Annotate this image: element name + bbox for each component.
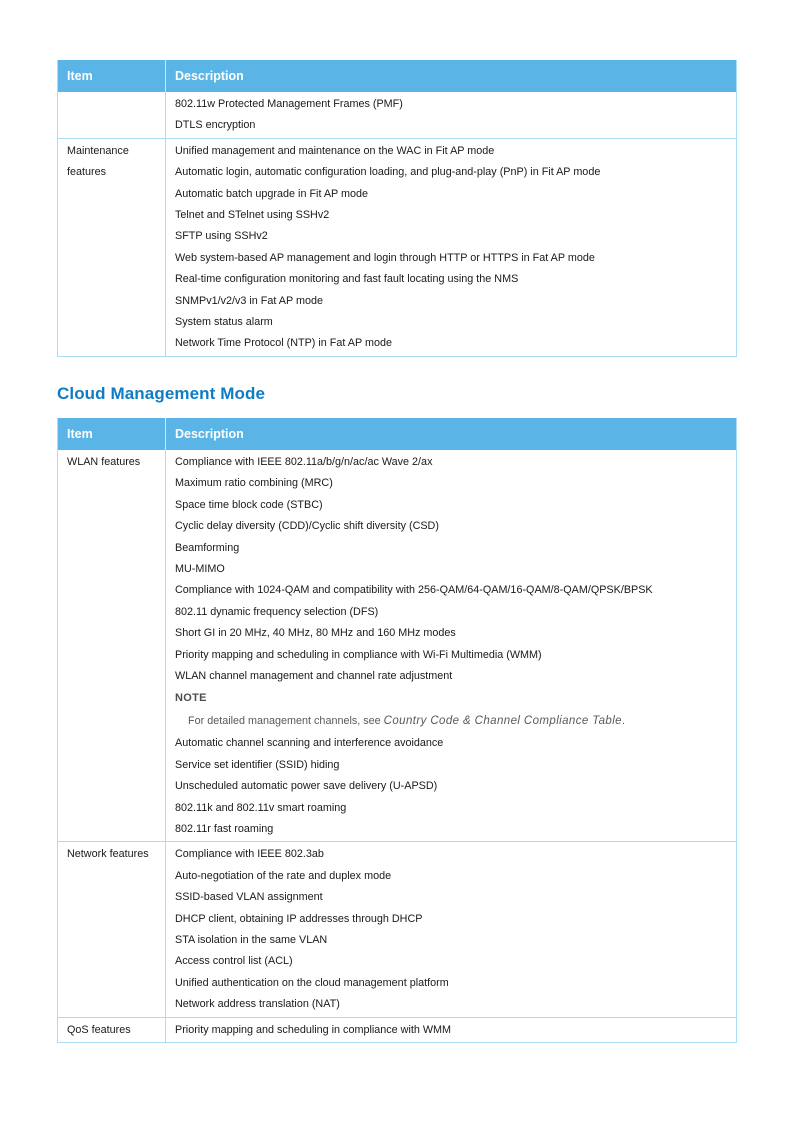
feature-line: Access control list (ACL) xyxy=(175,955,293,968)
item-cell: WLAN features xyxy=(58,450,166,842)
feature-line: Web system-based AP management and login through HTTP or HTTPS in Fat AP mode xyxy=(175,251,595,264)
feature-line: Beamforming xyxy=(175,541,240,554)
feature-line: Automatic login, automatic configuration loading, and plug-and-play (PnP) in Fit AP mode xyxy=(175,166,601,179)
feature-line: SNMPv1/v2/v3 in Fat AP mode xyxy=(175,294,324,307)
feature-line: Maximum ratio combining (MRC) xyxy=(175,477,333,490)
table-row xyxy=(58,1017,736,1042)
feature-line: 802.11 dynamic frequency selection (DFS) xyxy=(175,605,379,618)
table-header-row xyxy=(58,418,736,450)
description-cell xyxy=(166,1018,736,1042)
feature-line: Auto-negotiation of the rate and duplex mode xyxy=(175,869,392,882)
feature-line: System status alarm xyxy=(175,316,273,329)
feature-line: Priority mapping and scheduling in compliance with WMM xyxy=(175,1023,452,1036)
feature-line: SFTP using SSHv2 xyxy=(175,230,268,243)
feature-line: MU-MIMO xyxy=(175,562,225,575)
feature-line: DTLS encryption xyxy=(175,119,256,132)
feature-line: SSID-based VLAN assignment xyxy=(175,891,323,904)
table-row xyxy=(58,92,736,138)
feature-line: 802.11k and 802.11v smart roaming xyxy=(175,801,347,814)
item-cell: Maintenance features xyxy=(58,139,166,356)
feature-line: Unified authentication on the cloud management platform xyxy=(175,976,449,989)
feature-line: Network address translation (NAT) xyxy=(175,998,340,1011)
feature-line: Automatic channel scanning and interference avoidance xyxy=(175,737,444,750)
feature-line: 802.11r fast roaming xyxy=(175,822,274,835)
item-column-header: Item xyxy=(58,60,166,92)
description-cell xyxy=(166,92,736,138)
cloud-management-mode-table xyxy=(57,418,737,1043)
cross-reference: Country Code & Channel Compliance Table xyxy=(383,715,622,728)
feature-line: DHCP client, obtaining IP addresses through DHCP xyxy=(175,912,423,925)
maintenance-features-table xyxy=(57,60,737,357)
item-cell: Network features xyxy=(58,842,166,1016)
note-text-suffix: . xyxy=(621,715,625,728)
feature-line: Network Time Protocol (NTP) in Fat AP mode xyxy=(175,337,393,350)
feature-line: Compliance with 1024-QAM and compatibility with 256-QAM/64-QAM/16-QAM/8-QAM/QPSK/BPSK xyxy=(175,584,653,597)
feature-line: WLAN channel management and channel rate adjustment xyxy=(175,669,453,682)
section-heading: Cloud Management Mode xyxy=(57,383,265,403)
item-cell: QoS features xyxy=(58,1018,166,1042)
table-row xyxy=(58,450,736,842)
description-column-header: Description xyxy=(175,426,244,441)
description-column-header: Description xyxy=(175,69,244,83)
feature-line: Service set identifier (SSID) hiding xyxy=(175,758,340,771)
table-body xyxy=(58,450,736,1042)
description-cell xyxy=(166,450,736,842)
note-title: NOTE xyxy=(175,692,207,705)
table-header-row xyxy=(58,60,736,92)
description-cell xyxy=(166,842,736,1016)
description-cell xyxy=(166,139,736,356)
item-cell xyxy=(58,92,166,138)
feature-line: Automatic batch upgrade in Fit AP mode xyxy=(175,187,369,200)
feature-line: Space time block code (STBC) xyxy=(175,498,323,511)
feature-line: Real-time configuration monitoring and fast fault locating using the NMS xyxy=(175,273,519,286)
feature-line: STA isolation in the same VLAN xyxy=(175,934,328,946)
table-row xyxy=(58,138,736,356)
feature-line: Unified management and maintenance on the WAC in Fit AP mode xyxy=(175,144,495,157)
table-row xyxy=(58,841,736,1016)
feature-line: Unscheduled automatic power save delivery (U-APSD) xyxy=(175,780,438,793)
feature-line: 802.11w Protected Management Frames (PMF) xyxy=(175,98,403,110)
table-body xyxy=(58,92,736,356)
feature-line: Priority mapping and scheduling in compliance with Wi-Fi Multimedia (WMM) xyxy=(175,648,542,661)
note-text xyxy=(175,709,728,733)
note-text-prefix: For detailed management channels, see xyxy=(188,715,384,728)
feature-line: Short GI in 20 MHz, 40 MHz, 80 MHz and 160 MHz modes xyxy=(175,627,456,640)
feature-line: Telnet and STelnet using SSHv2 xyxy=(175,209,330,222)
feature-line: Compliance with IEEE 802.3ab xyxy=(175,848,324,861)
feature-line: Compliance with IEEE 802.11a/b/g/n/ac/ac Wave 2/ax xyxy=(175,455,433,468)
item-column-header: Item xyxy=(58,418,166,450)
feature-line: Cyclic delay diversity (CDD)/Cyclic shift diversity (CSD) xyxy=(175,520,439,533)
